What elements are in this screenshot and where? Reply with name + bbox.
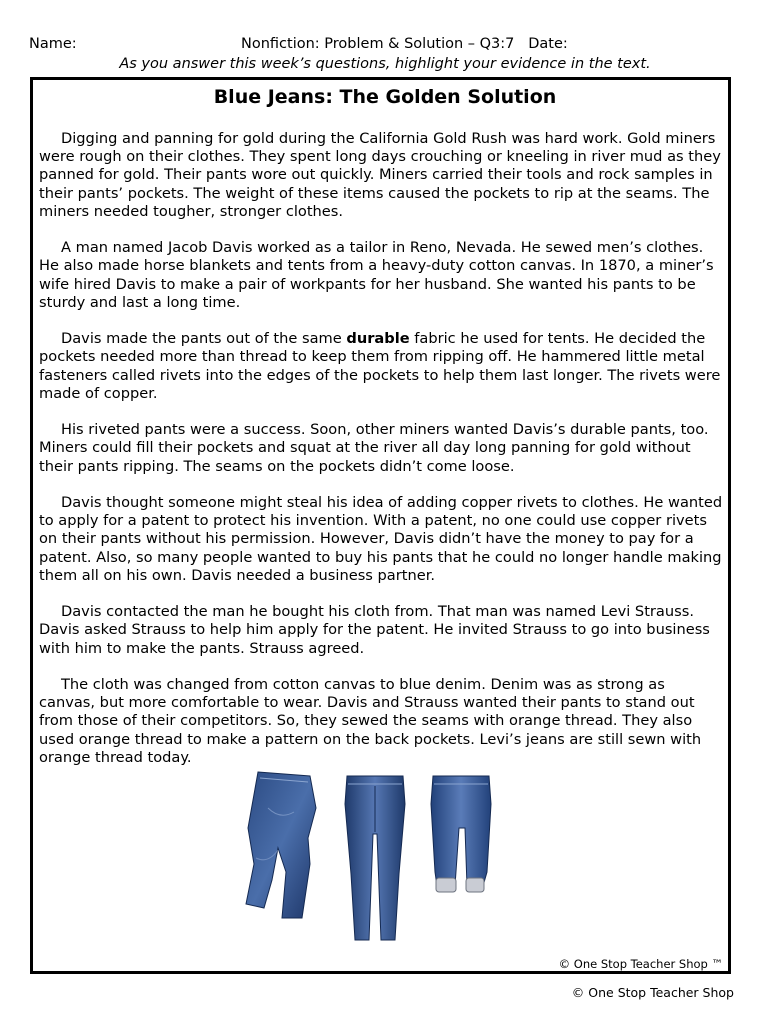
article-title: Blue Jeans: The Golden Solution bbox=[213, 86, 557, 108]
worksheet-header bbox=[0, 36, 770, 56]
article-body bbox=[39, 130, 723, 785]
paragraph-4: His riveted pants were a success. Soon, other miners wanted Davis’s durable pants, too. Miners could fill their pockets and squat at the river all day long panning for gold without their pants ripping. The seams on the pockets didn’t come loose. bbox=[39, 421, 709, 475]
jeans-photo-2 bbox=[339, 774, 411, 944]
paragraph-2: A man named Jacob Davis worked as a tailor in Reno, Nevada. He sewed men’s clothes. He also made horse blankets and tents from a heavy-duty cotton canvas. In 1870, a miner’s wife hired Davis to make a pair of workpants for her husband. She wanted his pants to be sturdy and last a long time. bbox=[39, 239, 714, 311]
footer-copyright: © One Stop Teacher Shop bbox=[571, 985, 734, 1000]
jeans-photo-1 bbox=[238, 768, 338, 920]
paragraph-3-end: fabric he used for tents. He decided the pockets needed more than thread to keep them from ripping off. He hammered little metal fasteners called rivets into the edges of the pockets to help them last longer. The rivets were made of copper. bbox=[39, 330, 721, 402]
inner-copyright: © One Stop Teacher Shop ™ bbox=[558, 957, 723, 971]
paragraph-5: Davis thought someone might steal his idea of adding copper rivets to clothes. He wanted to apply for a patent to protect his invention. With a patent, no one could use copper rivets on their pants without his permission. However, Davis didn’t have the money to pay for a patent. Also, so many people wanted to buy his pants that he could no longer handle making them all on his own. Davis needed a business partner. bbox=[39, 494, 723, 584]
paragraph-3-start: Davis made the pants out of the same bbox=[61, 330, 347, 348]
name-label: Name: bbox=[29, 36, 77, 52]
paragraph-7: The cloth was changed from cotton canvas to blue denim. Denim was as strong as canvas, but more comfortable to wear. Davis and Strauss wanted their pants to stand out from those of their competitors. So, they sewed the seams with orange thread. They also used orange thread to make a pattern on the back pockets. Levi’s jeans are still sewn with orange thread today. bbox=[39, 676, 702, 766]
worksheet-title: Nonfiction: Problem & Solution – Q3:7 Date: bbox=[241, 36, 568, 52]
jeans-photo-3 bbox=[427, 774, 497, 896]
paragraph-6: Davis contacted the man he bought his cloth from. That man was named Levi Strauss. Davis asked Strauss to help him apply for the patent. He invited Strauss to go into business with him to make the pants. Strauss agreed. bbox=[39, 603, 710, 657]
instructions: As you answer this week’s questions, highlight your evidence in the text. bbox=[119, 56, 651, 72]
paragraph-3 bbox=[39, 330, 723, 403]
vocabulary-word: durable bbox=[346, 330, 410, 348]
paragraph-1: Digging and panning for gold during the California Gold Rush was hard work. Gold miners were rough on their clothes. They spent long days crouching or kneeling in river mud as they panned for gold. Their pants wore out quickly. Miners carried their tools and rock samples in their pants’ pockets. The weight of these items caused the pockets to rip at the seams. The miners needed tougher, stronger clothes. bbox=[39, 130, 721, 220]
